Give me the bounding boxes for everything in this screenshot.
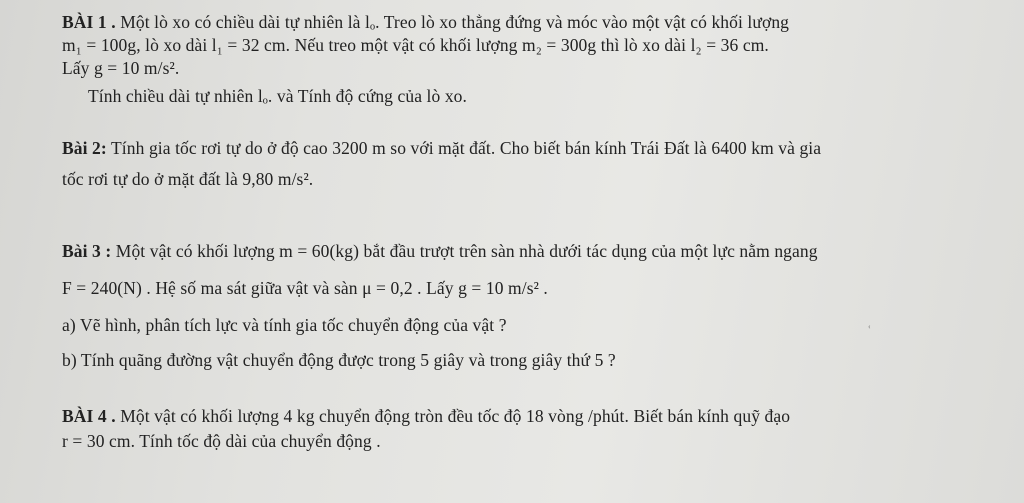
bai2-line2: tốc rơi tự do ở mặt đất là 9,80 m/s². — [62, 169, 314, 189]
bai1-line2: m₁ = 100g, lò xo dài l₁ = 32 cm. Nếu treo một vật có khối lượng m₂ = 300g thì lò xo dài l₂ = 36 cm. — [62, 35, 769, 55]
bai4-line1 — [62, 406, 790, 426]
bai3-line2: F = 240(N) . Hệ số ma sát giữa vật và sàn μ = 0,2 . Lấy g = 10 m/s² . — [62, 278, 548, 298]
bai1-title: BÀI 1 . — [62, 12, 116, 32]
bai1-line4: Tính chiều dài tự nhiên lₒ. và Tính độ cứng của lò xo. — [88, 86, 468, 106]
bai1-line1 — [62, 12, 789, 32]
bai1-text-1: Một lò xo có chiều dài tự nhiên là lₒ. Treo lò xo thẳng đứng và móc vào một vật có khối lượng — [120, 12, 790, 32]
bai3-text-1: Một vật có khối lượng m = 60(kg) bắt đầu trượt trên sàn nhà dưới tác dụng của một lực nằm ngang — [115, 241, 818, 261]
bai3-item-a: a) Vẽ hình, phân tích lực và tính gia tốc chuyển động của vật ? — [62, 315, 507, 335]
margin-mark: ‹ — [868, 322, 871, 331]
bai4-title: BÀI 4 . — [62, 406, 116, 426]
bai2-text-1: Tính gia tốc rơi tự do ở độ cao 3200 m so với mặt đất. Cho biết bán kính Trái Đất là 6400 km và gia — [111, 138, 822, 158]
bai1-line3: Lấy g = 10 m/s². — [62, 58, 180, 78]
bai4-line2: r = 30 cm. Tính tốc độ dài của chuyển động . — [62, 431, 381, 451]
bai3-title: Bài 3 : — [62, 241, 112, 261]
bai4-text-1: Một vật có khối lượng 4 kg chuyển động tròn đều tốc độ 18 vòng /phút. Biết bán kính quỹ đạo — [120, 406, 791, 426]
bai3-line1 — [62, 241, 818, 261]
bai2-line1 — [62, 138, 821, 158]
bai2-title: Bài 2: — [62, 138, 107, 158]
bai3-item-b: b) Tính quãng đường vật chuyển động được trong 5 giây và trong giây thứ 5 ? — [62, 350, 616, 370]
